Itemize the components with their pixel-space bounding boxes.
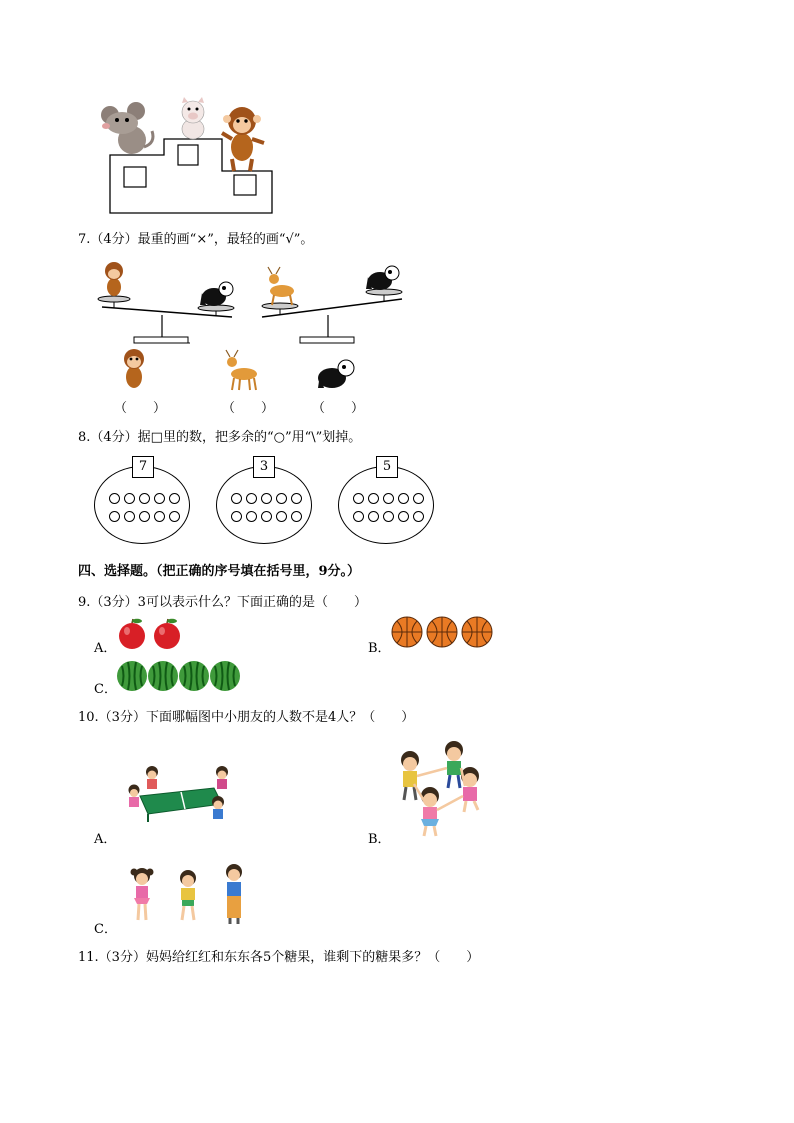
answer-blank-monkey[interactable]: （ ） [114, 401, 167, 416]
question-11-text: 11.（3分）妈妈给红红和东东各5个糖果，谁剩下的糖果多？（ ） [78, 950, 480, 965]
answer-blank-deer[interactable]: （ ） [222, 401, 275, 416]
ping-pong-children-icon [118, 762, 242, 826]
option-c-label[interactable]: C． [94, 922, 117, 937]
apples-icon [116, 617, 186, 651]
option-b-label[interactable]: B． [368, 832, 391, 847]
number-box-2: 3 [253, 456, 275, 478]
question-9-text: 9.（3分）3可以表示什么？下面正确的是（ ） [78, 595, 367, 610]
question-8-text: 8.（4分）据□里的数，把多余的“○”用“\”划掉。 [78, 430, 362, 445]
left-balance-scale-icon [98, 262, 234, 343]
option-a-label[interactable]: A． [94, 641, 117, 656]
deer-icon [222, 348, 262, 392]
question-7-text: 7.（4分）最重的画“×”，最轻的画“√”。 [78, 232, 314, 247]
three-children-icon [126, 864, 252, 928]
pig-icon [182, 97, 204, 139]
option-b-label[interactable]: B． [368, 641, 391, 656]
question-10-text: 10.（3分）下面哪幅图中小朋友的人数不是4人？（ ） [78, 710, 415, 725]
answer-blank-panda[interactable]: （ ） [312, 401, 365, 416]
option-c-label[interactable]: C． [94, 682, 117, 697]
podium-figure [92, 95, 282, 215]
right-balance-scale-icon [262, 266, 402, 343]
number-box-1: 7 [132, 456, 154, 478]
scale-figures [92, 255, 412, 355]
number-box-3: 5 [376, 456, 398, 478]
section-4-title: 四、选择题。（把正确的序号填在括号里，9分。） [78, 564, 361, 579]
monkey-icon [222, 107, 264, 171]
panda-icon [314, 356, 358, 392]
mouse-icon [101, 102, 153, 154]
watermelons-icon [116, 658, 242, 692]
circle-dance-children-icon [392, 738, 490, 838]
option-a-label[interactable]: A． [94, 832, 117, 847]
monkey-icon [118, 347, 150, 391]
basketballs-icon [390, 615, 494, 649]
